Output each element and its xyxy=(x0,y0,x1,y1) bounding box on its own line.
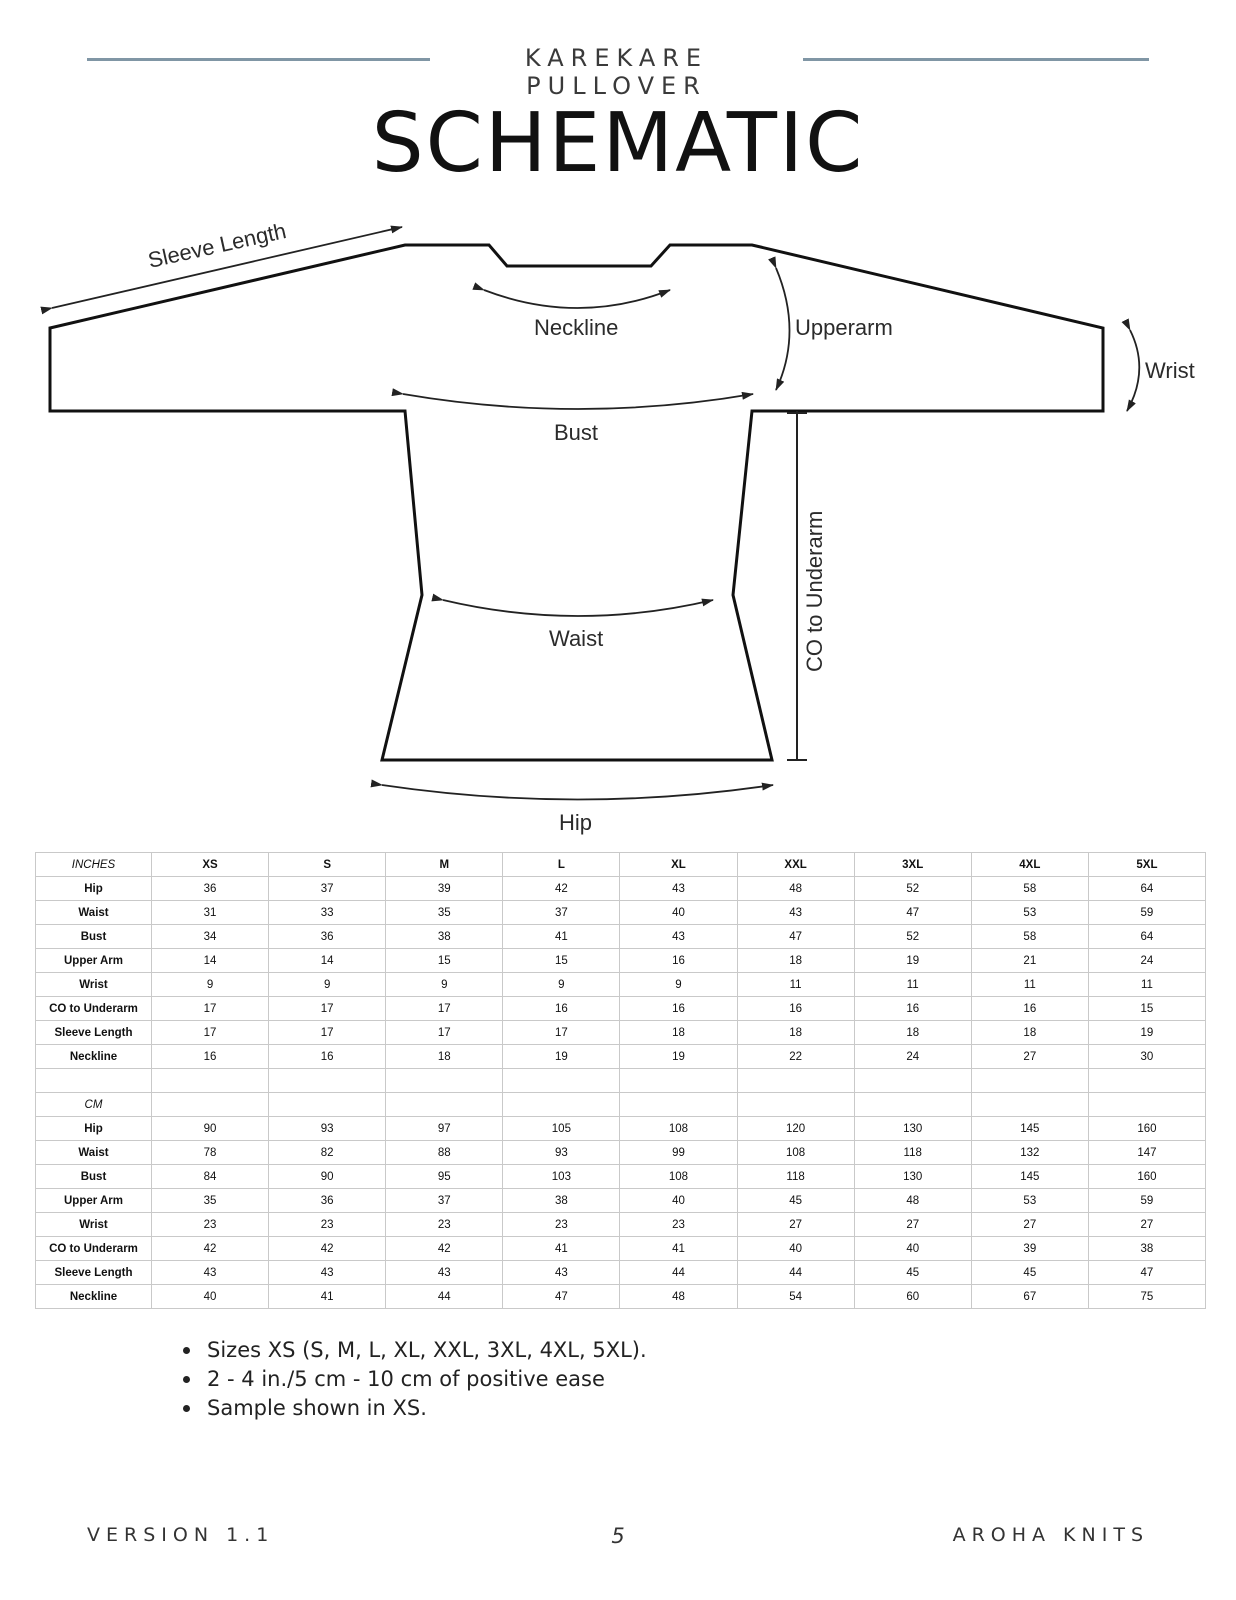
table-cell: 16 xyxy=(737,997,854,1021)
table-cell: 93 xyxy=(503,1141,620,1165)
table-cell: 118 xyxy=(737,1165,854,1189)
table-cell: 17 xyxy=(152,997,269,1021)
row-label: Neckline xyxy=(36,1045,152,1069)
size-header: XL xyxy=(620,853,737,877)
table-row xyxy=(36,1213,1206,1237)
table-row xyxy=(36,1141,1206,1165)
table-cell: 22 xyxy=(737,1045,854,1069)
table-cell: 58 xyxy=(971,877,1088,901)
table-cell: 130 xyxy=(854,1117,971,1141)
table-cell: 18 xyxy=(386,1045,503,1069)
table-cell: 23 xyxy=(620,1213,737,1237)
row-label: Waist xyxy=(36,901,152,925)
table-cell: 39 xyxy=(971,1237,1088,1261)
table-cell: 45 xyxy=(971,1261,1088,1285)
table-cell: 19 xyxy=(854,949,971,973)
table-cell: 35 xyxy=(152,1189,269,1213)
table-cell: 11 xyxy=(737,973,854,997)
table-cell: 38 xyxy=(1088,1237,1205,1261)
table-row xyxy=(36,1045,1206,1069)
wrist-label: Wrist xyxy=(1145,358,1195,383)
size-header: XS xyxy=(152,853,269,877)
table-cell-empty xyxy=(620,1069,737,1093)
table-cell: 160 xyxy=(1088,1165,1205,1189)
table-cell: 16 xyxy=(620,997,737,1021)
table-cell: 39 xyxy=(386,877,503,901)
waist-label: Waist xyxy=(549,626,604,651)
cm-header-row xyxy=(36,1093,1206,1117)
neckline-arrow xyxy=(484,290,670,308)
row-label: Sleeve Length xyxy=(36,1021,152,1045)
table-cell: 37 xyxy=(503,901,620,925)
table-cell: 17 xyxy=(269,1021,386,1045)
table-cell: 43 xyxy=(503,1261,620,1285)
header-rule-right xyxy=(803,58,1149,61)
table-row xyxy=(36,901,1206,925)
table-cell: 90 xyxy=(269,1165,386,1189)
table-cell: 9 xyxy=(386,973,503,997)
table-cell: 38 xyxy=(503,1189,620,1213)
table-cell: 47 xyxy=(854,901,971,925)
table-cell-empty xyxy=(854,1069,971,1093)
table-cell: 84 xyxy=(152,1165,269,1189)
table-cell: 132 xyxy=(971,1141,1088,1165)
row-label: Bust xyxy=(36,1165,152,1189)
pattern-name: KAREKARE PULLOVER xyxy=(524,44,709,100)
table-cell: 15 xyxy=(386,949,503,973)
table-cell: 42 xyxy=(503,877,620,901)
table-cell-empty xyxy=(503,1069,620,1093)
table-cell: 27 xyxy=(971,1045,1088,1069)
row-label: Hip xyxy=(36,1117,152,1141)
table-cell-empty xyxy=(503,1093,620,1117)
garment-schematic xyxy=(0,200,1236,840)
table-cell: 130 xyxy=(854,1165,971,1189)
table-cell-empty xyxy=(1088,1069,1205,1093)
table-cell-empty xyxy=(386,1093,503,1117)
table-cell: 95 xyxy=(386,1165,503,1189)
table-cell: 16 xyxy=(854,997,971,1021)
upperarm-label: Upperarm xyxy=(795,315,893,340)
table-cell: 23 xyxy=(503,1213,620,1237)
table-cell: 9 xyxy=(620,973,737,997)
table-cell: 44 xyxy=(620,1261,737,1285)
row-label: Hip xyxy=(36,877,152,901)
bust-label: Bust xyxy=(554,420,599,445)
table-row xyxy=(36,1285,1206,1309)
table-cell: 41 xyxy=(269,1285,386,1309)
table-cell: 31 xyxy=(152,901,269,925)
table-cell: 41 xyxy=(503,925,620,949)
table-cell: 78 xyxy=(152,1141,269,1165)
table-cell: 14 xyxy=(152,949,269,973)
size-header: XXL xyxy=(737,853,854,877)
measurements-table-wrap xyxy=(35,852,1206,1309)
table-cell: 45 xyxy=(854,1261,971,1285)
row-label: Wrist xyxy=(36,973,152,997)
table-cell: 118 xyxy=(854,1141,971,1165)
table-cell: 42 xyxy=(269,1237,386,1261)
table-cell: 40 xyxy=(152,1285,269,1309)
table-cell: 18 xyxy=(737,1021,854,1045)
table-cell: 19 xyxy=(620,1045,737,1069)
table-row xyxy=(36,949,1206,973)
measurements-table xyxy=(35,852,1206,1309)
table-cell: 24 xyxy=(1088,949,1205,973)
table-cell: 11 xyxy=(854,973,971,997)
table-cell: 9 xyxy=(503,973,620,997)
table-cell: 27 xyxy=(737,1213,854,1237)
table-cell: 17 xyxy=(386,1021,503,1045)
table-cell: 54 xyxy=(737,1285,854,1309)
table-cell: 59 xyxy=(1088,1189,1205,1213)
table-cell: 48 xyxy=(620,1285,737,1309)
table-cell: 120 xyxy=(737,1117,854,1141)
neckline-label: Neckline xyxy=(534,315,619,340)
table-cell: 42 xyxy=(386,1237,503,1261)
table-row xyxy=(36,1021,1206,1045)
page-title: SCHEMATIC xyxy=(371,96,865,191)
table-cell: 40 xyxy=(620,901,737,925)
row-label: CO to Underarm xyxy=(36,997,152,1021)
table-cell: 15 xyxy=(503,949,620,973)
footer-brand: AROHA KNITS xyxy=(952,1524,1149,1546)
measurements-table-body xyxy=(36,853,1206,1309)
table-cell: 59 xyxy=(1088,901,1205,925)
table-cell: 15 xyxy=(1088,997,1205,1021)
table-cell: 108 xyxy=(620,1165,737,1189)
table-cell: 14 xyxy=(269,949,386,973)
table-cell: 27 xyxy=(854,1213,971,1237)
table-cell-empty xyxy=(971,1093,1088,1117)
spacer-row xyxy=(36,1069,1206,1093)
table-cell-empty xyxy=(971,1069,1088,1093)
table-cell: 48 xyxy=(737,877,854,901)
table-cell: 23 xyxy=(386,1213,503,1237)
table-row xyxy=(36,1117,1206,1141)
table-cell: 40 xyxy=(620,1189,737,1213)
table-cell: 16 xyxy=(503,997,620,1021)
size-header: M xyxy=(386,853,503,877)
table-cell: 145 xyxy=(971,1117,1088,1141)
table-cell: 47 xyxy=(503,1285,620,1309)
note-item: Sample shown in XS. xyxy=(183,1394,647,1423)
table-cell: 41 xyxy=(503,1237,620,1261)
table-cell: 37 xyxy=(386,1189,503,1213)
table-cell: 44 xyxy=(386,1285,503,1309)
table-cell: 40 xyxy=(737,1237,854,1261)
note-item: 2 - 4 in./5 cm - 10 cm of positive ease xyxy=(183,1365,647,1394)
table-cell: 43 xyxy=(152,1261,269,1285)
table-cell: 17 xyxy=(269,997,386,1021)
row-label: Neckline xyxy=(36,1285,152,1309)
table-cell: 17 xyxy=(152,1021,269,1045)
hip-label: Hip xyxy=(559,810,593,835)
table-cell: 43 xyxy=(620,877,737,901)
size-header: L xyxy=(503,853,620,877)
row-label: Upper Arm xyxy=(36,1189,152,1213)
table-cell: 103 xyxy=(503,1165,620,1189)
table-cell-empty xyxy=(1088,1093,1205,1117)
table-cell: 27 xyxy=(1088,1213,1205,1237)
bust-arrow xyxy=(403,394,753,409)
table-cell: 37 xyxy=(269,877,386,901)
table-cell: 75 xyxy=(1088,1285,1205,1309)
table-cell: 43 xyxy=(269,1261,386,1285)
row-label: Sleeve Length xyxy=(36,1261,152,1285)
table-cell: 36 xyxy=(152,877,269,901)
table-cell: 11 xyxy=(1088,973,1205,997)
table-cell: 16 xyxy=(152,1045,269,1069)
table-cell: 43 xyxy=(620,925,737,949)
table-cell-empty xyxy=(152,1069,269,1093)
table-cell: 52 xyxy=(854,877,971,901)
inches-header-row xyxy=(36,853,1206,877)
table-cell: 108 xyxy=(737,1141,854,1165)
table-cell: 19 xyxy=(503,1045,620,1069)
table-cell: 33 xyxy=(269,901,386,925)
table-cell: 145 xyxy=(971,1165,1088,1189)
table-cell: 21 xyxy=(971,949,1088,973)
table-cell: 24 xyxy=(854,1045,971,1069)
table-cell: 105 xyxy=(503,1117,620,1141)
size-header: 3XL xyxy=(854,853,971,877)
table-cell: 99 xyxy=(620,1141,737,1165)
table-cell: 16 xyxy=(971,997,1088,1021)
header-rule-left xyxy=(87,58,430,61)
table-cell: 36 xyxy=(269,1189,386,1213)
table-row xyxy=(36,1189,1206,1213)
table-cell: 53 xyxy=(971,1189,1088,1213)
table-cell: 82 xyxy=(269,1141,386,1165)
size-header: 5XL xyxy=(1088,853,1205,877)
table-cell: 60 xyxy=(854,1285,971,1309)
table-row xyxy=(36,997,1206,1021)
table-cell: 27 xyxy=(971,1213,1088,1237)
sleeve-length-label: Sleeve Length xyxy=(145,218,289,273)
table-cell: 64 xyxy=(1088,877,1205,901)
table-cell: 16 xyxy=(269,1045,386,1069)
cm-unit-label: CM xyxy=(36,1093,152,1117)
wrist-arrow xyxy=(1127,330,1139,411)
table-row xyxy=(36,973,1206,997)
table-cell: 160 xyxy=(1088,1117,1205,1141)
table-cell: 41 xyxy=(620,1237,737,1261)
co-to-underarm-label: CO to Underarm xyxy=(802,510,827,672)
row-label: Wrist xyxy=(36,1213,152,1237)
table-cell-empty xyxy=(737,1069,854,1093)
table-cell: 48 xyxy=(854,1189,971,1213)
table-row xyxy=(36,1261,1206,1285)
table-cell-empty xyxy=(620,1093,737,1117)
table-cell: 18 xyxy=(971,1021,1088,1045)
table-cell: 36 xyxy=(269,925,386,949)
table-cell: 23 xyxy=(152,1213,269,1237)
table-cell: 18 xyxy=(737,949,854,973)
table-row xyxy=(36,925,1206,949)
table-cell: 40 xyxy=(854,1237,971,1261)
table-cell: 18 xyxy=(854,1021,971,1045)
table-cell: 9 xyxy=(269,973,386,997)
row-label: Bust xyxy=(36,925,152,949)
footer-page-number: 5 xyxy=(611,1524,625,1548)
table-cell: 11 xyxy=(971,973,1088,997)
table-cell: 45 xyxy=(737,1189,854,1213)
table-cell: 43 xyxy=(737,901,854,925)
table-cell: 38 xyxy=(386,925,503,949)
pattern-notes xyxy=(183,1336,647,1423)
note-item: Sizes XS (S, M, L, XL, XXL, 3XL, 4XL, 5XL). xyxy=(183,1336,647,1365)
hip-arrow xyxy=(382,785,773,800)
table-cell-empty xyxy=(36,1069,152,1093)
table-cell: 64 xyxy=(1088,925,1205,949)
table-cell: 88 xyxy=(386,1141,503,1165)
table-cell-empty xyxy=(269,1069,386,1093)
table-row xyxy=(36,1165,1206,1189)
table-cell: 30 xyxy=(1088,1045,1205,1069)
inches-unit-label: INCHES xyxy=(36,853,152,877)
footer-version: VERSION 1.1 xyxy=(87,1524,275,1546)
upperarm-arrow xyxy=(776,268,790,390)
size-header: 4XL xyxy=(971,853,1088,877)
table-cell: 44 xyxy=(737,1261,854,1285)
table-cell: 93 xyxy=(269,1117,386,1141)
table-cell: 34 xyxy=(152,925,269,949)
table-cell: 53 xyxy=(971,901,1088,925)
table-cell: 47 xyxy=(737,925,854,949)
table-cell-empty xyxy=(152,1093,269,1117)
table-cell: 147 xyxy=(1088,1141,1205,1165)
table-cell-empty xyxy=(269,1093,386,1117)
table-cell-empty xyxy=(386,1069,503,1093)
table-cell: 23 xyxy=(269,1213,386,1237)
table-cell: 19 xyxy=(1088,1021,1205,1045)
table-cell: 58 xyxy=(971,925,1088,949)
table-cell: 16 xyxy=(620,949,737,973)
table-cell: 17 xyxy=(386,997,503,1021)
table-cell: 43 xyxy=(386,1261,503,1285)
table-cell-empty xyxy=(854,1093,971,1117)
table-cell: 97 xyxy=(386,1117,503,1141)
table-row xyxy=(36,1237,1206,1261)
table-cell: 42 xyxy=(152,1237,269,1261)
table-cell: 9 xyxy=(152,973,269,997)
table-cell: 67 xyxy=(971,1285,1088,1309)
table-cell: 90 xyxy=(152,1117,269,1141)
waist-arrow xyxy=(443,600,713,616)
table-cell: 108 xyxy=(620,1117,737,1141)
row-label: CO to Underarm xyxy=(36,1237,152,1261)
table-cell: 18 xyxy=(620,1021,737,1045)
table-cell: 35 xyxy=(386,901,503,925)
table-cell: 47 xyxy=(1088,1261,1205,1285)
table-row xyxy=(36,877,1206,901)
table-cell-empty xyxy=(737,1093,854,1117)
row-label: Upper Arm xyxy=(36,949,152,973)
table-cell: 52 xyxy=(854,925,971,949)
size-header: S xyxy=(269,853,386,877)
table-cell: 17 xyxy=(503,1021,620,1045)
row-label: Waist xyxy=(36,1141,152,1165)
